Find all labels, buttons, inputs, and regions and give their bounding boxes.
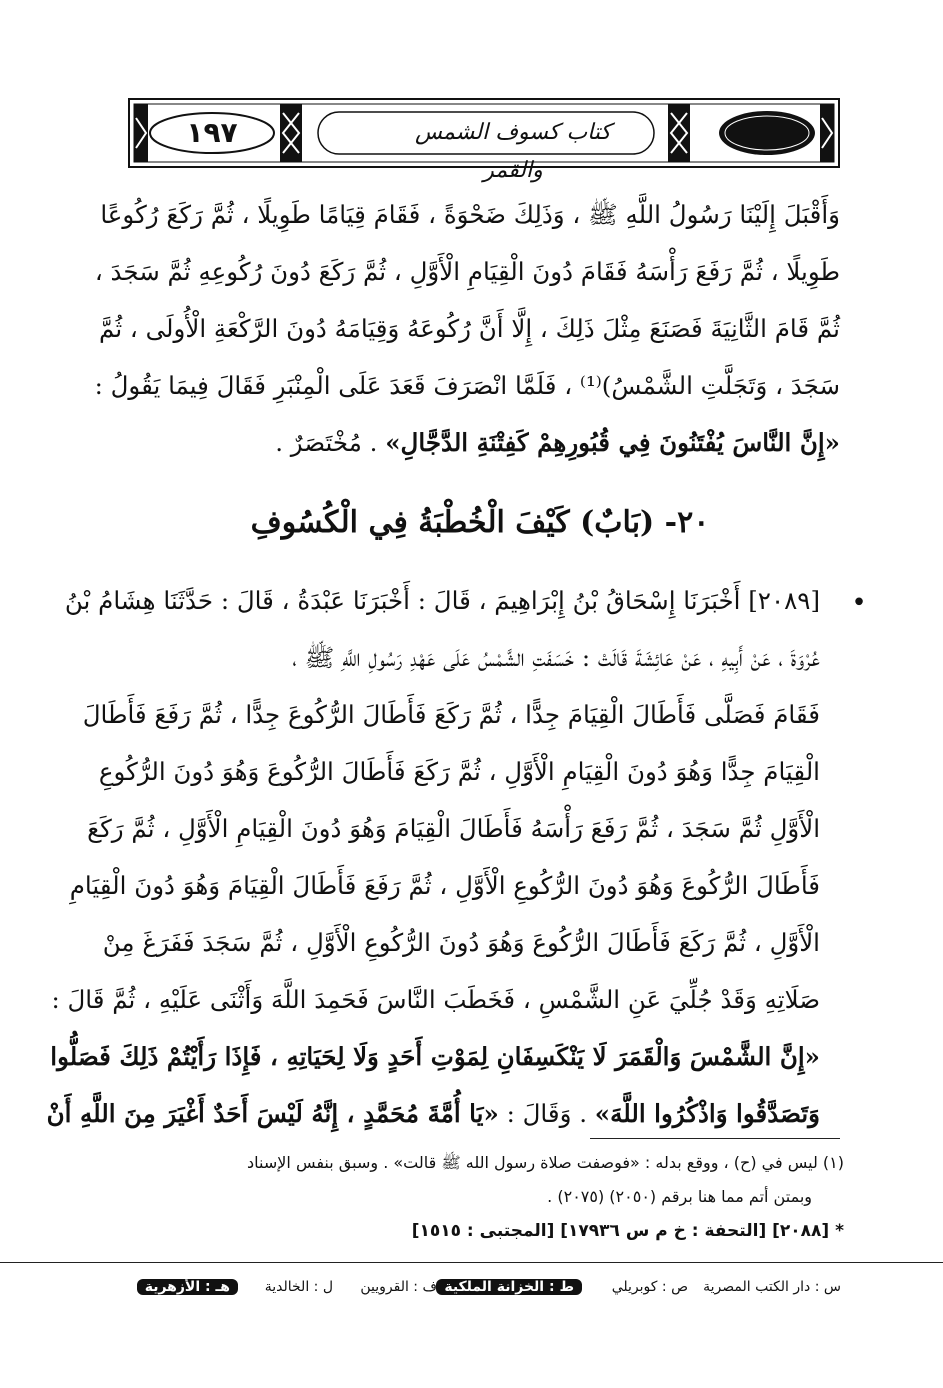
chapter-heading: ٢٠- (بَابٌ) كَيْفَ الْخُطْبَةُ فِي الْكُسُوفِ xyxy=(250,505,710,540)
prophetic-quote: وَتَصَدَّقُوا وَاذْكُرُوا اللَّهَ» xyxy=(594,1099,820,1128)
page-number: ١٩٧ xyxy=(186,116,238,149)
running-title: كتاب كسوف الشمس والقمر xyxy=(415,120,611,183)
text-line: [٢٠٨٩] أَخْبَرَنَا إِسْحَاقُ بْنُ إِبْرَاهِيمَ ، قَالَ : أَخْبَرَنَا عَبْدَةُ ، قَالَ : حَدَّثَنَا هِشَامُ بْنُ xyxy=(64,586,820,615)
text-line: فَقَامَ فَصَلَّى فَأَطَالَ الْقِيَامَ جِدًّا ، ثُمَّ رَكَعَ فَأَطَالَ الرُّكُوعَ جِدًّا ، ثُمَّ رَفَعَ فَأَطَالَ xyxy=(82,700,820,729)
hadith-reference: * [٢٠٨٨] [التحفة : خ م س ١٧٩٣٦] [المجتبى : ١٥١٥] xyxy=(411,1221,844,1241)
footnotes xyxy=(120,1146,844,1248)
siglum-item xyxy=(436,1270,582,1304)
siglum-item: ل : الخالدية xyxy=(264,1279,333,1295)
prophetic-quote-line: «إِنَّ الشَّمْسَ وَالْقَمَرَ لَا يَنْكَسِفَانِ لِمَوْتِ أَحَدٍ وَلَا لِحَيَاتِهِ ، فَإِذَا رَأَيْتُمْ ذَلِكَ فَصَلُّوا xyxy=(50,1042,820,1071)
text-line xyxy=(46,1085,820,1142)
text-line: عُرْوَةَ ، عَنْ أَبِيهِ ، عَنْ عَائِشَةَ قَالَتْ : خَسَفَتِ الشَّمْسُ عَلَى عَهْدِ رَسُولِ اللَّهِ ﷺ ، xyxy=(292,643,820,672)
hadith-paragraph xyxy=(46,572,820,1142)
page-header xyxy=(128,98,840,183)
footnote-1-continued: وبمتن أتم مما هنا برقم (٢٠٥٠) (٢٠٧٥) . xyxy=(547,1187,812,1206)
narration-connector: . وَقَالَ : xyxy=(498,1099,595,1128)
siglum-item: س : دار الكتب المصرية xyxy=(703,1279,841,1295)
bullet-icon: • xyxy=(851,588,867,618)
text-line: طَوِيلًا ، ثُمَّ رَفَعَ رَأْسَهُ فَقَامَ دُونَ الْقِيَامِ الْأَوَّلِ ، ثُمَّ رَكَعَ دُونَ رُكُوعِهِ ثُمَّ سَجَدَ ، xyxy=(94,257,840,286)
emblem-logo xyxy=(718,111,816,155)
text-line xyxy=(120,414,840,471)
siglum-item xyxy=(137,1270,238,1304)
text-line: فَأَطَالَ الرُّكُوعَ وَهُوَ دُونَ الرُّكُوعِ الْأَوَّلِ ، ثُمَّ رَفَعَ فَأَطَالَ الْقِيَامَ وَهُوَ دُونَ الْقِيَامِ xyxy=(69,871,820,900)
abridged-note: . مُخْتَصَرٌ . xyxy=(275,428,386,457)
siglum-item: ف : القرويين xyxy=(360,1279,437,1295)
siglum-item: ص : كوبريلي xyxy=(611,1279,688,1295)
text-line: سَجَدَ ، وَتَجَلَّتِ الشَّمْسُ)⁽¹⁾ ، فَلَمَّا انْصَرَفَ قَعَدَ عَلَى الْمِنْبَرِ فَقَالَ فِيمَا يَقُولُ : xyxy=(94,371,840,400)
text-line: الْأَوَّلِ ثُمَّ سَجَدَ ، ثُمَّ رَفَعَ رَأْسَهُ فَأَطَالَ الْقِيَامَ وَهُوَ دُونَ الْقِيَامِ الْأَوَّلِ ، ثُمَّ رَكَعَ xyxy=(87,814,820,843)
text-line: ثُمَّ قَامَ الثَّانِيَةَ فَصَنَعَ مِثْلَ ذَلِكَ ، إِلَّا أَنَّ رُكُوعَهُ وَقِيَامَهُ دُونَ الرَّكْعَةِ الْأُولَى ، ثُمَّ xyxy=(99,314,840,343)
text-line: الْقِيَامَ جِدًّا وَهُوَ دُونَ الْقِيَامِ الْأَوَّلِ ، ثُمَّ رَكَعَ فَأَطَالَ الرُّكُوعَ وَهُوَ دُونَ الرُّكُوعِ xyxy=(98,757,820,786)
prophetic-quote: «إِنَّ النَّاسَ يُفْتَنُونَ فِي قُبُورِهِمْ كَفِتْنَةِ الدَّجَّالِ» xyxy=(385,428,840,457)
text-line: وَأَقْبَلَ إِلَيْنَا رَسُولُ اللَّهِ ﷺ ، وَذَلِكَ ضَحْوَةً ، فَقَامَ قِيَامًا طَوِيلًا ، ثُمَّ رَكَعَ رُكُوعًا xyxy=(100,200,840,229)
prophetic-quote: «يَا أُمَّةَ مُحَمَّدٍ ، إِنَّهُ لَيْسَ أَحَدٌ أَغْيَرَ مِنَ اللَّهِ أَنْ xyxy=(46,1099,499,1128)
text-line: الْأَوَّلِ ، ثُمَّ رَكَعَ فَأَطَالَ الرُّكُوعَ وَهُوَ دُونَ الرُّكُوعِ الْأَوَّلِ ، ثُمَّ سَجَدَ فَفَرَغَ مِنْ xyxy=(102,928,820,957)
siglum-label-boxed: هـ : الأزهرية xyxy=(137,1279,238,1295)
footnote-divider xyxy=(590,1138,840,1139)
sigla-divider xyxy=(0,1262,943,1263)
text-line: صَلَاتِهِ وَقَدْ جُلِّيَ عَنِ الشَّمْسِ ، فَخَطَبَ النَّاسَ فَحَمِدَ اللَّهَ وَأَثْنَى عَلَيْهِ ، ثُمَّ قَالَ : xyxy=(51,985,820,1014)
siglum-label-boxed: ط : الخزانة الملكية xyxy=(436,1279,582,1295)
footnote-1: (١) ليس في (ح) ، ووقع بدله : «فوصفت صلاة رسول الله ﷺ قالت» . وسبق بنفس الإسناد xyxy=(247,1153,844,1172)
continuation-paragraph xyxy=(94,186,840,471)
